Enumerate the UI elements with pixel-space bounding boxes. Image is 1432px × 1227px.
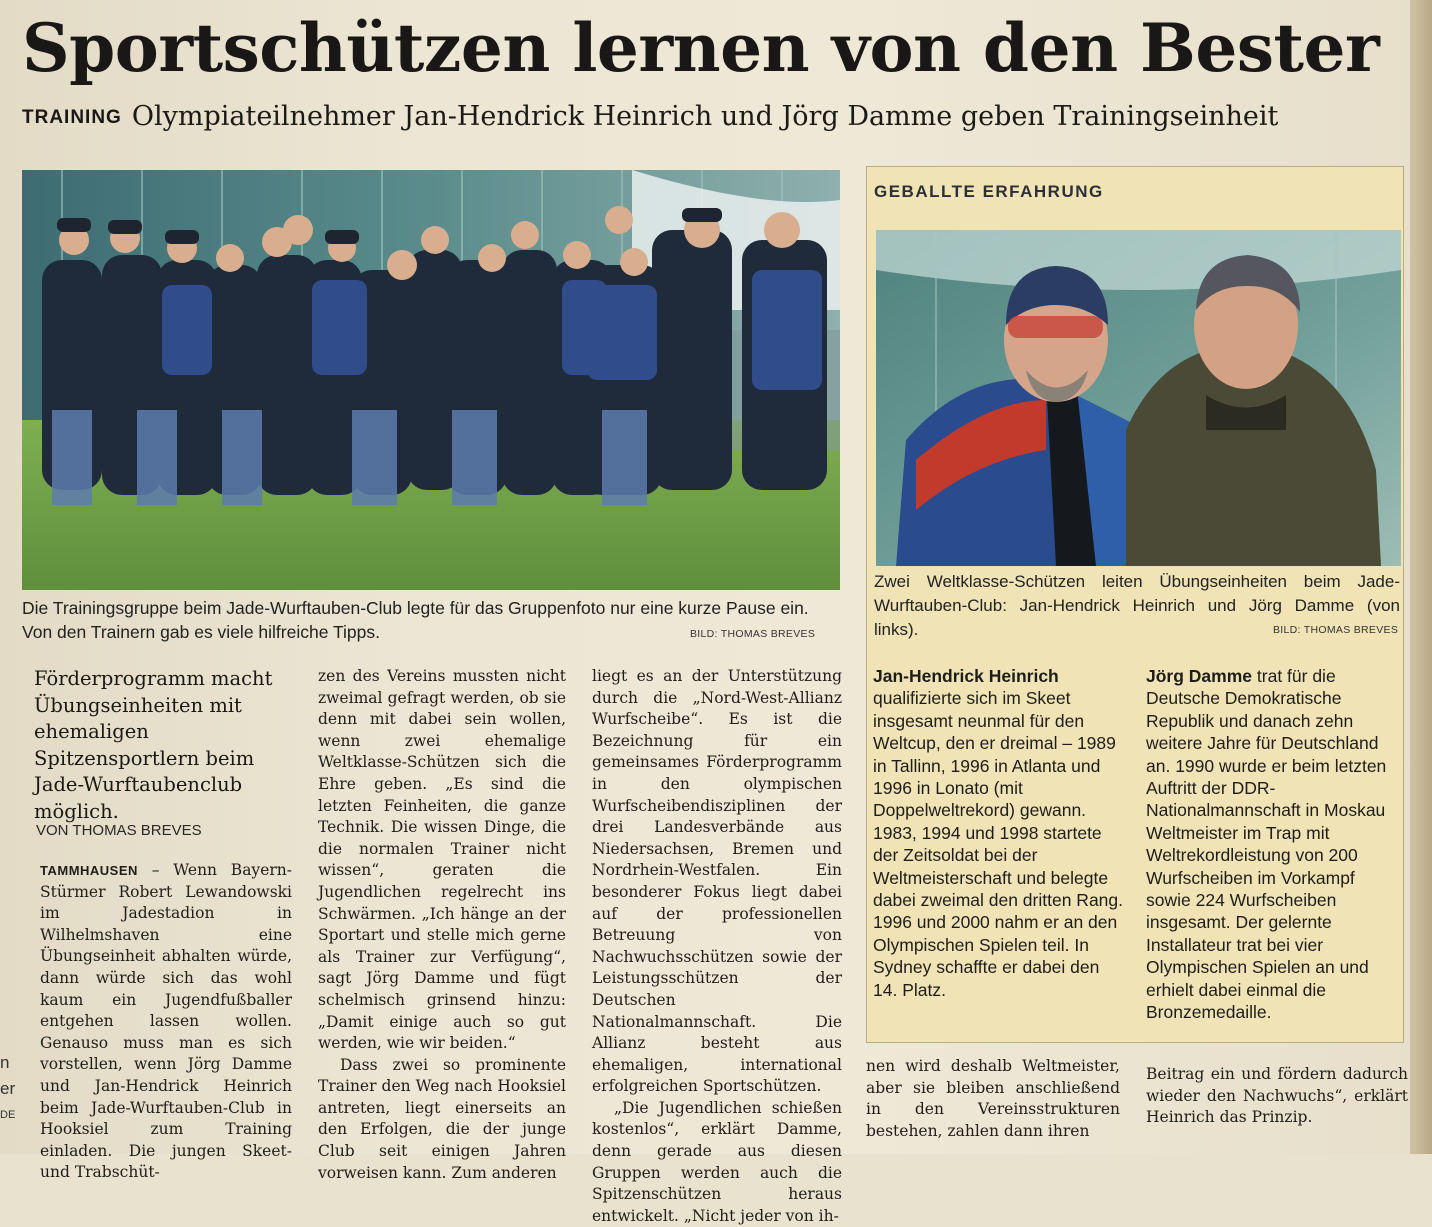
article-column-1 [40, 860, 292, 1184]
byline: VON THOMAS BREVES [36, 822, 202, 839]
adjacent-column-fragment [0, 1050, 20, 1154]
bio-text-heinrich: qualifizierte sich im Skeet insgesamt neunmal für den Weltcup, den er dreimal – 1989 in Tallinn, 1996 in Atlanta und 1996 in Lonato (mit Doppelweltrekord) gewann. 1983, 1994 und 1998 startete der Zeitsoldat bei der Weltmeisterschaft und belegte dabei zweimal den dritten Rang. 1996 und 2000 nahm er an den Olympischen Spielen teil. In Sydney schaffte er dabei den 14. Platz. [873, 688, 1124, 1000]
bio-name-damme: Jörg Damme [1146, 666, 1253, 686]
article-text: – Wenn Bayern-Stürmer Robert Lewandowski im Jadestadion in Wilhelmshaven eine Übungseinheit abhalten würde, dann würde sich das wohl kaum ein Jugendfußballer entgehen lassen wollen. Genauso muss man es sich vorstellen, wenn Jörg Damme und Jan-Hendrick Heinrich beim Jade-Wurftauben-Club in Hooksiel zum Training einladen. Die jungen Skeet- und Trabschüt- [40, 861, 292, 1182]
bio-text-damme: trat für die Deutsche Demokratische Republik und danach zehn weitere Jahre für Deutschland an. 1990 wurde er beim letzten Auftritt der DDR-Nationalmannschaft in Moskau Weltmeister im Trap mit Weltrekordleistung von 200 Wurfscheiben im Vorkampf sowie 224 Wurfscheiben insgesamt. Der gelernte Installateur trat bei vier Olympischen Spielen an und erhielt dabei einmal die Bronzemedaille. [1146, 666, 1387, 1023]
infobox-bio-heinrich [873, 665, 1123, 1001]
group-photo [22, 170, 840, 590]
infobox-bio-damme [1146, 665, 1394, 1024]
trainers-photo [876, 230, 1401, 566]
article-text: liegt es an der Unterstützung durch die „Nord-West-Allianz Wurfscheibe“. Es ist die Bezeichnung für ein gemeinsames Förderprogramm in den olympischen Wurfscheibendisziplinen der drei Landesverbände aus Niedersachsen, Bremen und Nordrhein-Westfalen. Ein besonderer Fokus liegt dabei auf der professionellen Betreuung von Nachwuchsschützen sowie der Leistungsschützen der Deutschen Nationalmannschaft. Die Allianz besteht aus ehemaligen, international erfolgreichen Sportschützen. [592, 667, 842, 1096]
dateline: TAMMHAUSEN [40, 863, 138, 878]
article-column-5 [1146, 1064, 1408, 1129]
section-kicker: TRAINING [22, 107, 122, 128]
trainers-photo-credit: BILD: THOMAS BREVES [1273, 624, 1399, 636]
article-column-4 [866, 1056, 1120, 1142]
article-text: „Die Jugendlichen schießen kostenlos“, erklärt Damme, denn gerade aus diesen Gruppen werden auch die Spitzenschützen heraus entwickelt. „Nicht jeder von ih- [592, 1098, 842, 1225]
article-lead: Förderprogramm macht Übungseinheiten mit ehemaligen Spitzensportlern beim Jade-Wurftaubenclub möglich. [34, 667, 273, 823]
fragment-line: DE [0, 1109, 16, 1121]
subheadline-text: Olympiateilnehmer Jan-Hendrick Heinrich und Jörg Damme geben Trainingseinheit [131, 101, 1279, 132]
headline: Sportschützen lernen von den Bester [22, 9, 1380, 87]
subheadline [22, 100, 1402, 135]
article-column-3 [592, 666, 842, 1227]
article-column-2 [318, 666, 566, 1184]
page-edge [1410, 0, 1432, 1154]
article-text: Beitrag ein und fördern dadurch wieder den Nachwuchs“, erklärt Heinrich das Prinzip. [1146, 1065, 1408, 1127]
infobox-kicker: GEBALLTE ERFAHRUNG [874, 182, 1104, 201]
fragment-line: er [0, 1079, 16, 1098]
article-text: zen des Vereins mussten nicht zweimal gefragt werden, ob sie denn mit dabei sein wollen, wenn zwei ehemalige Weltklasse-Schützen sich die Ehre geben. „Es sind die letzten Feinheiten, die ganze Technik. Die wissen Dinge, die die normalen Trainer nicht wissen“, geraten die Jugendlichen regelrecht ins Schwärmen. „Ich hänge an der Sportart und stelle mich gerne als Trainer zur Verfügung“, sagt Jörg Damme und fügt schelmisch grinsend hinzu: „Damit einige auch so gut werden, wie wir beiden.“ [318, 667, 566, 1053]
article-text: nen wird deshalb Weltmeister, aber sie bleiben anschließend in den Vereinsstrukturen bestehen, zahlen dann ihren [866, 1057, 1120, 1140]
trainers-photo-caption: Zwei Weltklasse-Schützen leiten Übungseinheiten beim Jade-Wurftauben-Club: Jan-Hendrick Heinrich und Jörg Damme (von links). [874, 572, 1400, 639]
fragment-line: n [0, 1053, 10, 1072]
article-text: Dass zwei so prominente Trainer den Weg nach Hooksiel antreten, liegt einerseits an den Erfolgen, die der junge Club seit einigen Jahren vorweisen kann. Zum anderen [318, 1055, 566, 1182]
group-photo-caption: Die Trainingsgruppe beim Jade-Wurftauben-Club legte für das Gruppenfoto nur eine kurze Pause ein. Von den Trainern gab es viele hilfreiche Tipps. [22, 598, 809, 642]
group-photo-credit: BILD: THOMAS BREVES [690, 628, 816, 640]
bio-name-heinrich: Jan-Hendrick Heinrich [873, 666, 1059, 686]
